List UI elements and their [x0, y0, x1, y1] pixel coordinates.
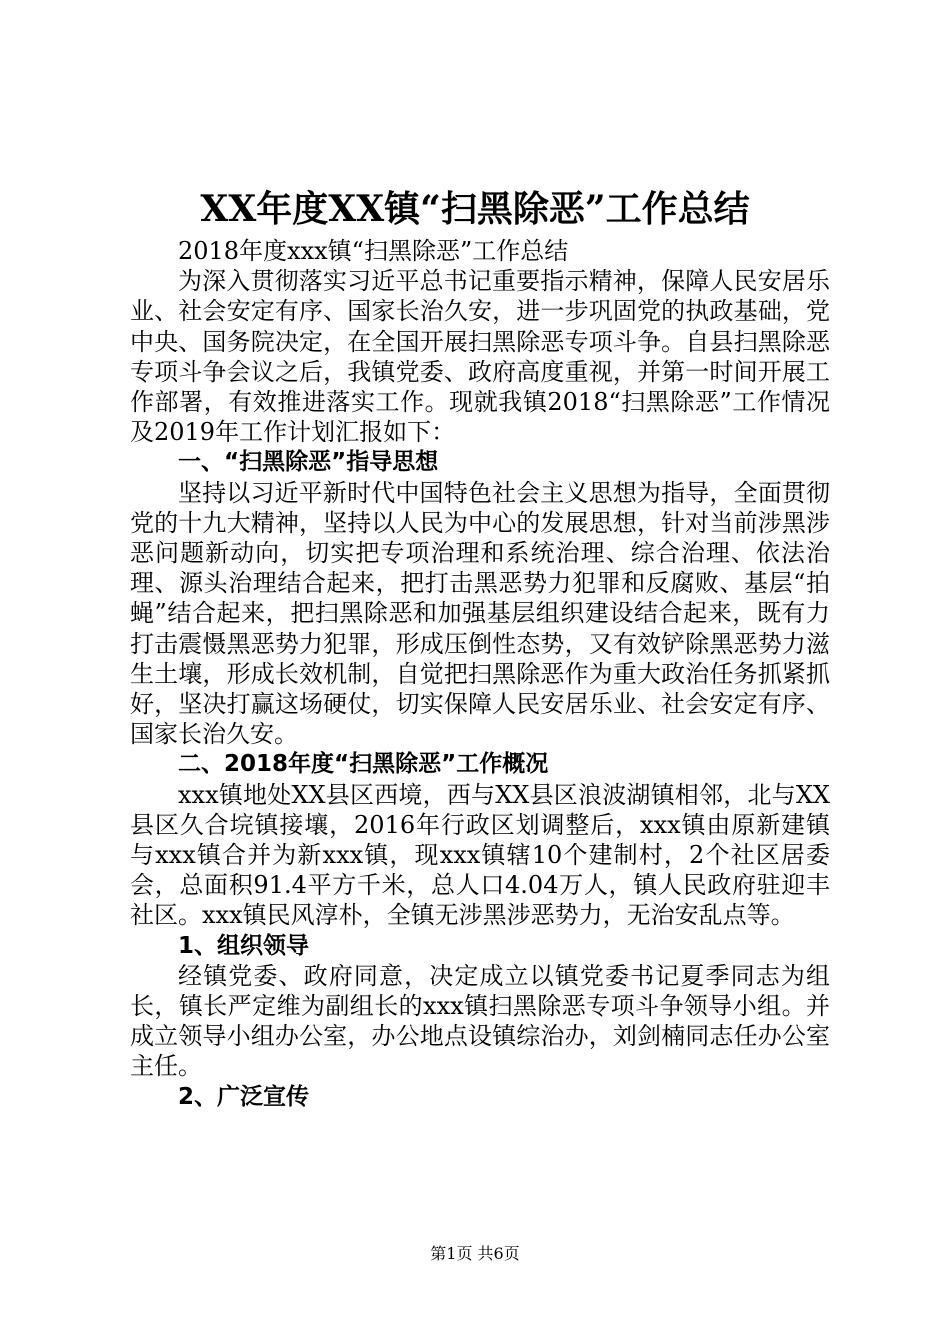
subtitle-paragraph: 2018年度xxx镇“扫黑除恶”工作总结 — [178, 237, 569, 265]
intro-paragraph: 为深入贯彻落实习近平总书记重要指示精神，保障人民安居乐业、社会安定有序、国家长治久安，进一步巩固党的执政基础，党中央、国务院决定，在全国开展扫黑除恶专项斗争。自县扫黑除恶专项斗争会议之后，我镇党委、政府高度重视，并第一时间开展工作部署，有效推进落实工作。现就我镇2018“扫黑除恶”工作情况及2019年工作计划汇报如下： — [130, 267, 830, 447]
document-body — [130, 236, 830, 1112]
section-heading-work-overview: 二、2018年度“扫黑除恶”工作概况 — [178, 751, 549, 778]
guiding-ideology-paragraph: 坚持以习近平新时代中国特色社会主义思想为指导，全面贯彻党的十九大精神，坚持以人民为中心的发展思想，针对当前涉黑涉恶问题新动向，切实把专项治理和系统治理、综合治理、依法治理、源头治理结合起来，把打击黑恶势力犯罪和反腐败、基层“拍蝇”结合起来，把扫黑除恶和加强基层组织建设结合起来，既有力打击震慑黑恶势力犯罪，形成压倒性态势，又有效铲除黑恶势力滋生土壤，形成长效机制，自觉把扫黑除恶作为重大政治任务抓紧抓好，坚决打赢这场硬仗，切实保障人民安居乐业、社会安定有序、国家长治久安。 — [130, 478, 830, 749]
subsection-heading-organization: 1、组织领导 — [178, 932, 310, 959]
subsection-heading-publicity: 2、广泛宣传 — [178, 1083, 310, 1110]
section-heading-guiding-ideology: 一、“扫黑除恶”指导思想 — [178, 449, 439, 476]
page-number-footer: 第1页 共6页 — [430, 1244, 520, 1263]
work-overview-paragraph: xxx镇地处XX县区西境，西与XX县区浪波湖镇相邻，北与XX县区久合垸镇接壤，2016年行政区划调整后，xxx镇由原新建镇与xxx镇合并为新xxx镇，现xxx镇辖10个建制村，2个社区居委会，总面积91.4平方千米，总人口4.04万人，镇人民政府驻迎丰社区。xxx镇民风淳朴，全镇无涉黑涉恶势力，无治安乱点等。 — [130, 780, 830, 930]
organization-paragraph: 经镇党委、政府同意，决定成立以镇党委书记夏季同志为组长，镇长严定维为副组长的xxx镇扫黑除恶专项斗争领导小组。并成立领导小组办公室，办公地点设镇综治办，刘剑楠同志任办公室主任。 — [130, 961, 830, 1081]
document-title: XX年度XX镇“扫黑除恶”工作总结 — [200, 188, 750, 230]
